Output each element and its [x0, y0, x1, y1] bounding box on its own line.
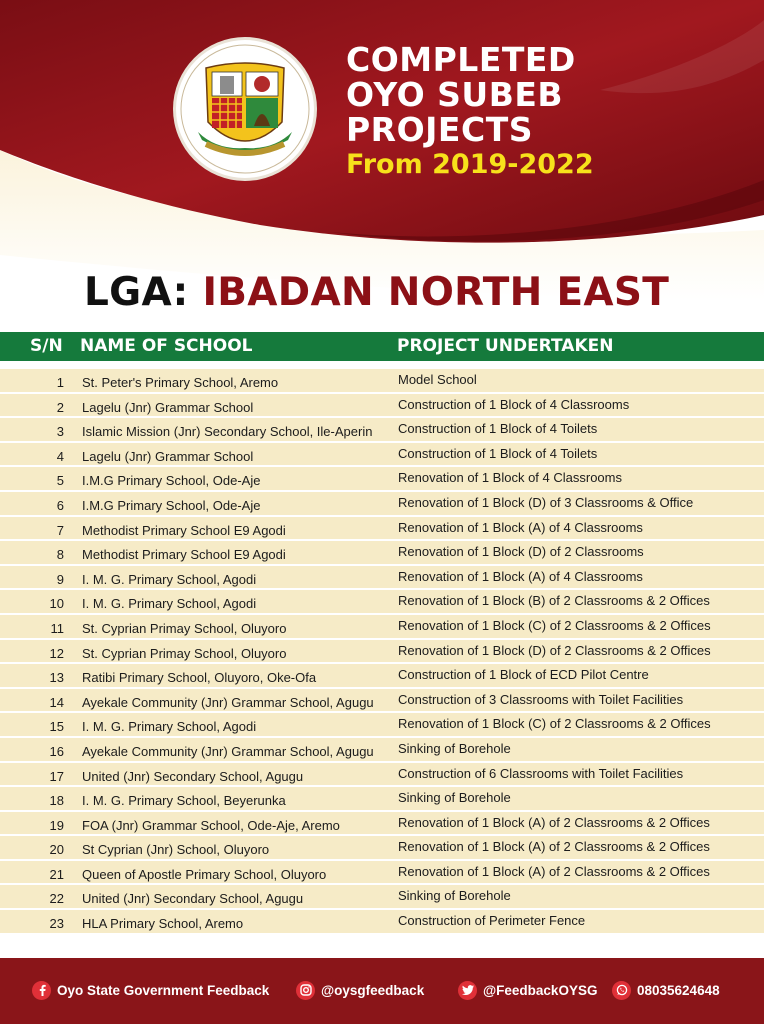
table-row: [0, 541, 764, 566]
row-sn: 16: [49, 743, 64, 759]
column-header-sn: S/N: [30, 336, 63, 356]
table-row: [0, 910, 764, 935]
row-school-name: Lagelu (Jnr) Grammar School: [82, 399, 254, 415]
title-line-2: OYO SUBEB: [346, 75, 564, 114]
row-sn: 20: [49, 842, 64, 858]
facebook-icon: [32, 981, 51, 1000]
table-row: [0, 517, 764, 542]
table-row: [0, 885, 764, 910]
coat-of-arms-icon: [176, 40, 314, 178]
row-school-name: St. Cyprian Primay School, Oluyoro: [82, 620, 287, 636]
row-sn: 11: [50, 620, 64, 636]
title-years: From 2019-2022: [346, 149, 594, 180]
row-school-name: United (Jnr) Secondary School, Agugu: [82, 768, 304, 784]
row-project: Construction of 3 Classrooms with Toilet Facilities: [398, 691, 684, 707]
table-row: [0, 566, 764, 591]
row-school-name: I.M.G Primary School, Ode-Aje: [82, 473, 261, 489]
row-project: Renovation of 1 Block (D) of 3 Classrooms & Office: [398, 494, 694, 510]
table-row: [0, 763, 764, 788]
row-sn: 22: [49, 891, 64, 907]
row-school-name: Methodist Primary School E9 Agodi: [82, 547, 286, 563]
row-sn: 10: [49, 596, 64, 612]
row-project: Model School: [398, 372, 477, 387]
oyo-state-seal: [176, 40, 314, 178]
column-header-project: PROJECT UNDERTAKEN: [397, 336, 614, 356]
table-row: [0, 615, 764, 640]
table-row: [0, 418, 764, 443]
row-school-name: FOA (Jnr) Grammar School, Ode-Aje, Aremo: [82, 817, 340, 833]
footer-instagram-text: @oysgfeedback: [321, 982, 425, 998]
row-sn: 8: [56, 547, 64, 563]
row-project: Renovation of 1 Block (C) of 2 Classrooms & 2 Offices: [398, 716, 711, 732]
row-project: Renovation of 1 Block (D) of 2 Classrooms: [398, 544, 644, 560]
footer-whatsapp-text: 08035624648: [637, 982, 720, 998]
row-project: Renovation of 1 Block (A) of 2 Classrooms & 2 Offices: [398, 863, 710, 879]
row-project: Renovation of 1 Block of 4 Classrooms: [398, 470, 622, 486]
table-row: [0, 689, 764, 714]
row-school-name: Ayekale Community (Jnr) Grammar School, Agugu: [82, 694, 374, 710]
lga-heading: [84, 268, 669, 318]
row-school-name: St. Cyprian Primay School, Oluyoro: [82, 645, 287, 661]
row-project: Sinking of Borehole: [398, 888, 511, 904]
row-project: Renovation of 1 Block (A) of 2 Classrooms & 2 Offices: [398, 814, 710, 830]
row-school-name: St. Peter's Primary School, Aremo: [82, 375, 279, 390]
table-row: [0, 394, 764, 419]
row-project: Construction of 1 Block of 4 Classrooms: [398, 396, 630, 412]
row-sn: 17: [49, 768, 64, 784]
row-sn: 18: [49, 793, 64, 809]
row-school-name: Lagelu (Jnr) Grammar School: [82, 448, 254, 464]
row-sn: 23: [49, 916, 64, 932]
lga-name: IBADAN NORTH EAST: [202, 270, 670, 315]
table-row: [0, 492, 764, 517]
row-school-name: I. M. G. Primary School, Agodi: [82, 596, 257, 612]
instagram-icon: [296, 981, 315, 1000]
projects-table-body: [0, 369, 764, 935]
title-line-3: PROJECTS: [346, 110, 533, 149]
footer-twitter[interactable]: [458, 978, 597, 1002]
row-school-name: Queen of Apostle Primary School, Oluyoro: [82, 866, 327, 882]
footer-bar: [0, 958, 764, 1024]
table-row: [0, 861, 764, 886]
table-row: [0, 369, 764, 394]
row-project: Construction of 6 Classrooms with Toilet Facilities: [398, 765, 684, 781]
row-project: Renovation of 1 Block (B) of 2 Classrooms & 2 Offices: [398, 593, 710, 609]
table-row: [0, 640, 764, 665]
row-project: Renovation of 1 Block (C) of 2 Classrooms & 2 Offices: [398, 617, 711, 633]
table-row: [0, 443, 764, 468]
row-project: Renovation of 1 Block (A) of 2 Classrooms & 2 Offices: [398, 839, 710, 855]
row-project: Construction of Perimeter Fence: [398, 913, 586, 929]
row-school-name: I.M.G Primary School, Ode-Aje: [82, 497, 261, 513]
row-project: Sinking of Borehole: [398, 790, 511, 806]
table-row: [0, 812, 764, 837]
row-sn: 1: [56, 375, 64, 390]
row-sn: 2: [56, 399, 64, 415]
footer-facebook-text: Oyo State Government Feedback: [57, 982, 270, 998]
table-row: [0, 836, 764, 861]
row-school-name: United (Jnr) Secondary School, Agugu: [82, 891, 304, 907]
footer-whatsapp[interactable]: [612, 978, 720, 1002]
table-header: [0, 332, 764, 361]
footer-twitter-text: @FeedbackOYSG: [483, 982, 598, 998]
row-project: Construction of 1 Block of 4 Toilets: [398, 445, 598, 461]
row-school-name: Islamic Mission (Jnr) Secondary School, Ile-Aperin: [82, 424, 373, 440]
table-row: [0, 713, 764, 738]
row-project: Construction of 1 Block of 4 Toilets: [398, 421, 598, 437]
footer-instagram[interactable]: [296, 978, 424, 1002]
table-row: [0, 467, 764, 492]
table-row: [0, 664, 764, 689]
row-sn: 9: [56, 571, 64, 587]
column-header-school: NAME OF SCHOOL: [80, 336, 253, 356]
row-school-name: HLA Primary School, Aremo: [82, 916, 244, 932]
row-project: Renovation of 1 Block (D) of 2 Classrooms & 2 Offices: [398, 642, 711, 658]
row-sn: 19: [49, 817, 64, 833]
row-sn: 4: [56, 448, 64, 464]
row-school-name: I. M. G. Primary School, Beyerunka: [82, 793, 286, 809]
row-school-name: St Cyprian (Jnr) School, Oluyoro: [82, 842, 270, 858]
row-sn: 3: [56, 424, 64, 440]
table-row: [0, 590, 764, 615]
table-row: [0, 787, 764, 812]
row-school-name: Methodist Primary School E9 Agodi: [82, 522, 286, 538]
row-sn: 5: [56, 473, 64, 489]
row-school-name: I. M. G. Primary School, Agodi: [82, 719, 257, 735]
row-sn: 15: [49, 719, 64, 735]
table-row: [0, 738, 764, 763]
row-project: Renovation of 1 Block (A) of 4 Classrooms: [398, 568, 643, 584]
whatsapp-icon: [612, 981, 631, 1000]
row-project: Construction of 1 Block of ECD Pilot Centre: [398, 667, 649, 683]
row-sn: 14: [49, 694, 64, 710]
row-school-name: Ratibi Primary School, Oluyoro, Oke-Ofa: [82, 670, 317, 686]
poster-title: [346, 42, 594, 183]
row-sn: 13: [49, 670, 64, 686]
row-school-name: I. M. G. Primary School, Agodi: [82, 571, 257, 587]
row-project: Renovation of 1 Block (A) of 4 Classrooms: [398, 519, 643, 535]
row-sn: 12: [49, 645, 64, 661]
twitter-icon: [458, 981, 477, 1000]
lga-prefix: LGA:: [84, 270, 189, 315]
row-school-name: Ayekale Community (Jnr) Grammar School, Agugu: [82, 743, 374, 759]
row-sn: 6: [56, 497, 64, 513]
row-sn: 7: [56, 522, 64, 538]
row-project: Sinking of Borehole: [398, 740, 511, 756]
title-line-1: COMPLETED: [346, 40, 576, 79]
footer-facebook[interactable]: [32, 978, 269, 1002]
row-sn: 21: [49, 866, 64, 882]
